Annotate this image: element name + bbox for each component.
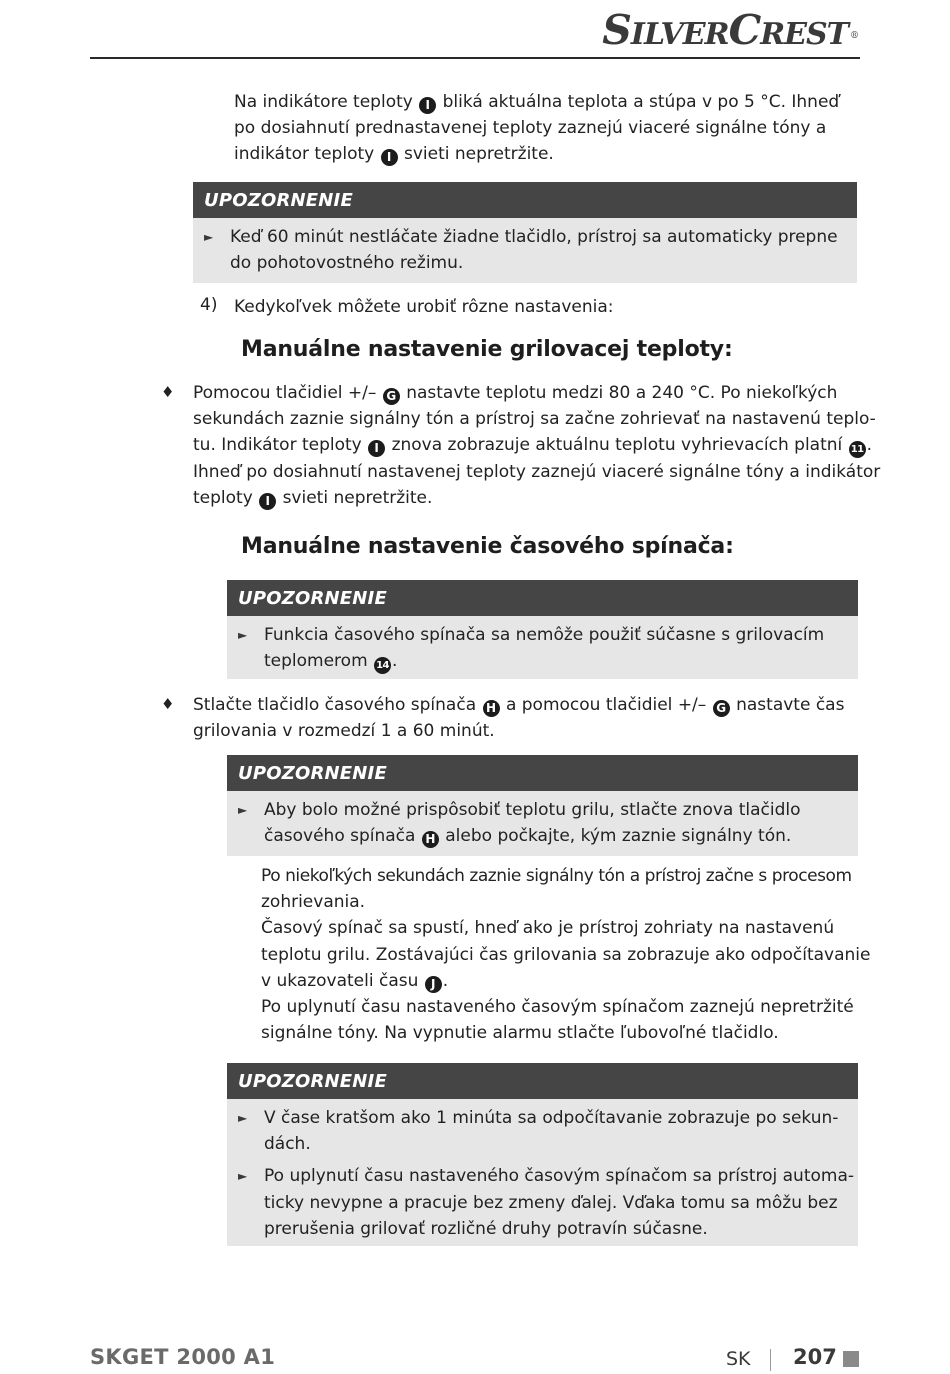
notice-box xyxy=(227,580,858,679)
arrow-icon: ► xyxy=(204,230,214,244)
step-text: Kedykoľvek môžete urobiť rôzne nastavenia: xyxy=(234,297,614,317)
bullet-icon: ♦ xyxy=(161,383,175,401)
logo-text: REST xyxy=(760,17,848,52)
notice-title: UPOZORNENIE xyxy=(227,580,858,616)
ref-marker: J xyxy=(425,976,442,993)
notice-title: UPOZORNENIE xyxy=(227,755,858,791)
notice-item: ► Po uplynutí času nastaveného časovým spínačom sa prístroj automa- ticky nevypne a pracuje bez zmeny ďalej. Vďaka tomu sa môžu bez prerušenia grilovať rozličné druhy potravín súčasne. xyxy=(227,1163,858,1242)
section-heading: Manuálne nastavenie grilovacej teploty: xyxy=(241,337,733,362)
notice-title: UPOZORNENIE xyxy=(193,182,857,218)
arrow-icon: ► xyxy=(238,803,248,817)
arrow-icon: ► xyxy=(238,1169,248,1184)
temp-paragraph: Pomocou tlačidiel +/– G nastavte teplotu medzi 80 a 240 °C. Po niekoľkých sekundách zaznie signálny tón a prístroj sa začne zohrievať na nastavenú teplo- tu. Indikátor teploty I znova zobrazuje aktuálnu teplotu vyhrievacích platní 11 . Ihneď po dosiahnutí nastavenej teploty zaznejú viaceré signálne tóny a indikátor teploty I svieti nepretržite. xyxy=(193,383,881,508)
brand-logo xyxy=(602,6,858,54)
ref-marker: G xyxy=(713,700,730,717)
logo-letter: C xyxy=(728,6,761,54)
ref-marker: G xyxy=(383,388,400,405)
notice-box xyxy=(227,1063,858,1246)
section-heading: Manuálne nastavenie časového spínača: xyxy=(241,534,734,559)
square-icon xyxy=(843,1351,859,1367)
language-code: SK xyxy=(726,1348,751,1370)
notice-item: ► Aby bolo možné prispôsobiť teplotu grilu, stlačte znova tlačidlo časového spínača H alebo počkajte, kým zaznie signálny tón. xyxy=(227,797,858,849)
ref-marker: I xyxy=(419,97,436,114)
header-rule xyxy=(90,57,860,59)
registered-mark: ® xyxy=(850,30,858,41)
notice-item: ► V čase kratšom ako 1 minúta sa odpočítavanie zobrazuje po sekun- dách. xyxy=(227,1105,858,1157)
ref-marker: H xyxy=(422,831,439,848)
step-number: 4) xyxy=(200,295,218,315)
timer-paragraph: Stlačte tlačidlo časového spínača H a pomocou tlačidiel +/– G nastavte čas grilovania v rozmedzí 1 a 60 minút. xyxy=(193,695,845,742)
arrow-icon: ► xyxy=(238,1111,248,1125)
logo-letter: S xyxy=(602,6,631,54)
ref-marker: 14 xyxy=(374,657,391,674)
ref-marker: 11 xyxy=(849,441,866,458)
notice-item: ► Keď 60 minút nestláčate žiadne tlačidlo, prístroj sa automaticky prepne do pohotovostného režimu. xyxy=(193,224,857,276)
logo-text: ILVER xyxy=(630,17,729,52)
bullet-icon: ♦ xyxy=(161,695,175,713)
ref-marker: I xyxy=(259,493,276,510)
ref-marker: H xyxy=(483,700,500,717)
notice-box xyxy=(193,182,857,283)
notice-box xyxy=(227,755,858,856)
notice-item: ► Funkcia časového spínača sa nemôže použiť súčasne s grilovacím teplomerom 14 . xyxy=(227,622,858,674)
arrow-icon: ► xyxy=(238,628,248,642)
page-number: 207 xyxy=(793,1345,837,1369)
ref-marker: I xyxy=(381,149,398,166)
timer-description: Po niekoľkých sekundách zaznie signálny tón a prístroj začne s procesom zohrievania. Časový spínač sa spustí, hneď ako je prístroj zohriaty na nastavenú teplotu grilu. Zostávajúci čas grilovania sa zobrazuje ako odpočítavanie v ukazovateli času J . Po uplynutí času nastaveného časovým spínačom zaznejú nepretržité signálne tóny. Na vypnutie alarmu stlačte ľubovoľné tlačidlo. xyxy=(261,866,871,1044)
model-name: SKGET 2000 A1 xyxy=(90,1345,276,1369)
footer-divider xyxy=(770,1349,771,1371)
intro-paragraph: Na indikátore teploty I bliká aktuálna teplota a stúpa v po 5 °C. Ihneď po dosiahnutí prednastavenej teploty zaznejú viaceré signálne tóny a indikátor teploty I svieti nepretržite. xyxy=(234,92,840,165)
ref-marker: I xyxy=(368,440,385,457)
notice-title: UPOZORNENIE xyxy=(227,1063,858,1099)
